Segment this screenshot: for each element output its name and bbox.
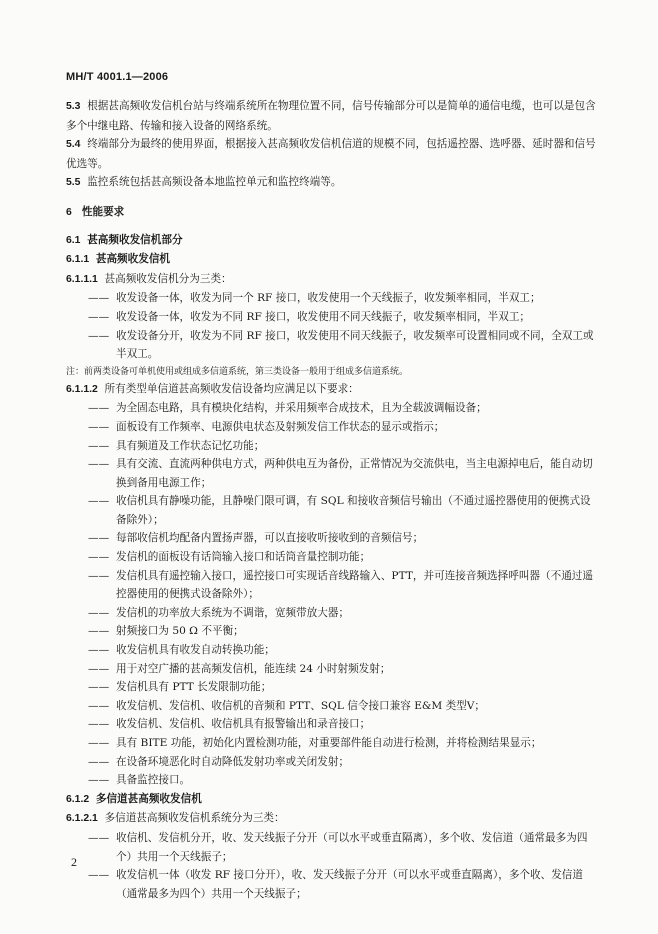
section-6-1-1-heading bbox=[66, 250, 598, 270]
list-item: —— 发信机具有 PTT 长发限制功能； bbox=[88, 681, 272, 694]
clause-text: 所有类型单信道甚高频收发信设备均应满足以下要求： bbox=[104, 382, 359, 395]
list-item: —— 面板设有工作频率、电源供电状态及射频发信工作状态的显示或指示； bbox=[88, 420, 445, 433]
clause-text: 根据甚高频收发信机台站与终端系统所在物理位置不同，信号传输部分可以是简单的通信电缆，也可以是包含多个中继电路、传输和接入设备的网络系统。 bbox=[66, 100, 596, 132]
list-6-1-1-2 bbox=[66, 399, 598, 789]
page-content bbox=[66, 97, 598, 903]
list-item: —— 收发设备一体，收发为同一个 RF 接口，收发使用一个天线振子，收发频率相同，半双工； bbox=[66, 289, 598, 308]
list-item: —— 收发信机、发信机、收信机具有报警输出和录音接口； bbox=[88, 718, 371, 731]
section-number: 6.1.1 bbox=[66, 254, 90, 266]
section-title: 甚高频收发信机部分 bbox=[87, 233, 183, 246]
clause-5-5 bbox=[66, 173, 598, 193]
list-item: —— 收发信机具有收发自动转换功能； bbox=[88, 644, 275, 657]
section-number: 6.1 bbox=[66, 234, 81, 246]
list-item: —— 具有交流、直流两种供电方式，两种供电互为备份，正常情况为交流供电，当主电源掉电后，能自动切换到备用电源工作； bbox=[88, 458, 593, 489]
section-title: 性能要求 bbox=[81, 205, 125, 218]
clause-text: 监控系统包括甚高频设备本地监控单元和监控终端等。 bbox=[87, 176, 342, 189]
clause-text: 终端部分为最终的使用界面，根据接入甚高频收发信机信道的规模不同，包括遥控器、选呼器、延时器和信号优选等。 bbox=[66, 138, 596, 170]
clause-number: 5.3 bbox=[66, 101, 81, 112]
section-number: 6 bbox=[66, 206, 72, 218]
page-number: 2 bbox=[71, 855, 77, 869]
dash-marker: —— bbox=[88, 292, 110, 305]
list-item: —— 具有频道及工作状态记忆功能； bbox=[88, 439, 265, 452]
list-item: —— 为全固态电路，具有模块化结构，并采用频率合成技术，且为全载波调幅设备； bbox=[88, 402, 487, 415]
clause-5-4 bbox=[66, 135, 598, 173]
list-item: —— 射频接口为 50 Ω 不平衡； bbox=[88, 625, 244, 638]
clause-number: 6.1.1.2 bbox=[66, 383, 98, 395]
clause-text: 多信道甚高频收发信机系统分为三类： bbox=[104, 812, 285, 825]
list-item: —— 发信机具有遥控输入接口，遥控接口可实现话音线路输入、PTT，并可连接音频选择呼叫器（不通过遥控器使用的便携式设备除外）； bbox=[88, 569, 593, 601]
section-title: 甚高频收发信机 bbox=[95, 253, 171, 266]
clause-6-1-1-2 bbox=[66, 380, 598, 400]
section-title: 多信道甚高频收发信机 bbox=[95, 792, 202, 805]
clause-text: 甚高频收发信机分为三类： bbox=[104, 272, 232, 285]
list-item: —— 每部收信机均配备内置扬声器，可以直接收听接收到的音频信号； bbox=[88, 532, 424, 545]
dash-marker: —— bbox=[88, 310, 110, 323]
clause-number: 5.5 bbox=[66, 177, 81, 189]
clause-number: 5.4 bbox=[66, 139, 81, 151]
list-item: —— 收发信机一体（收发 RF 接口分开），收、发天线振子分开（可以水平或垂直隔离），多个收、发信道（通常最多为四个）共用一个天线振子； bbox=[88, 869, 583, 900]
document-id-header: MH/T 4001.1—2006 bbox=[66, 71, 169, 83]
list-item: —— 发信机的功率放大系统为不调谐，宽频带放大器； bbox=[88, 606, 350, 619]
list-item: —— 收信机、发信机分开，收、发天线振子分开（可以水平或垂直隔离），多个收、发信道（通常最多为四个）共用一个天线振子； bbox=[88, 831, 588, 863]
list-item: —— 发信机的面板设有话筒输入接口和话筒音量控制功能； bbox=[88, 551, 371, 564]
list-6-1-1-1 bbox=[66, 289, 598, 363]
section-number: 6.1.2 bbox=[66, 793, 90, 805]
list-6-1-2-1 bbox=[66, 829, 598, 903]
list-item: —— 收信机具有静噪功能，且静噪门限可调，有 SQL 和接收音频信号输出（不通过遥控器使用的便携式设备除外）； bbox=[88, 495, 591, 526]
list-item: —— 具备监控接口。 bbox=[88, 774, 191, 787]
clause-6-1-1-1 bbox=[66, 270, 598, 290]
note: 注：前两类设备可单机使用或组成多信道系统，第三类设备一般用于组成多信道系统。 bbox=[66, 366, 409, 377]
list-item: —— 收发信机、发信机、收信机的音频和 PTT、SQL 信令接口兼容 E&M 类型Ⅴ； bbox=[88, 699, 485, 712]
clause-6-1-2-1 bbox=[66, 809, 598, 829]
list-item: —— 在设备环境恶化时自动降低发射功率或关闭发射； bbox=[88, 755, 350, 768]
clause-number: 6.1.1.1 bbox=[66, 273, 98, 285]
section-6-1-2-heading bbox=[66, 790, 598, 810]
list-item: —— 用于对空广播的甚高频发信机，能连续 24 小时射频发射； bbox=[88, 662, 391, 675]
clause-number: 6.1.2.1 bbox=[66, 813, 98, 825]
dash-marker: —— bbox=[88, 329, 110, 342]
list-item: —— 收发设备一体，收发为不同 RF 接口，收发使用不同天线振子，收发频率相同，半双工； bbox=[66, 308, 598, 327]
section-6-heading bbox=[66, 203, 598, 223]
list-item: —— 具有 BITE 功能，初始化内置检测功能，对重要部件能自动进行检测，并将检测结果显示； bbox=[88, 737, 542, 749]
clause-5-3 bbox=[66, 97, 598, 135]
list-item: —— 收发设备分开，收发为不同 RF 接口，收发使用不同天线振子，收发频率可设置相同或不同，全双工或半双工。 bbox=[66, 327, 598, 364]
section-6-1-heading bbox=[66, 231, 598, 251]
